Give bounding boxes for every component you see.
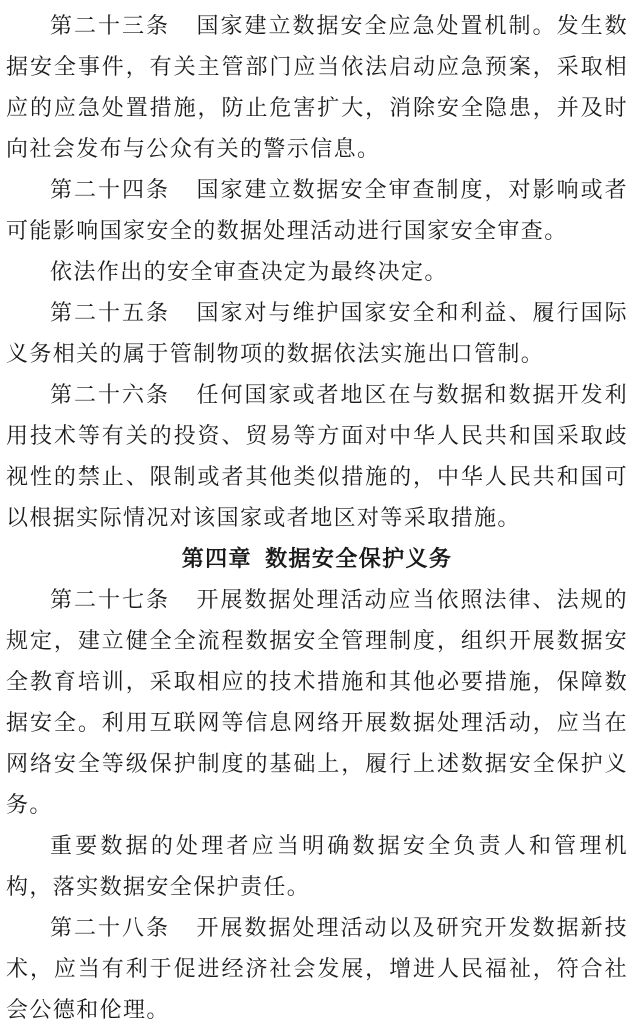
- article-number: 第二十四条: [50, 178, 171, 203]
- article-number: 第二十六条: [50, 383, 171, 408]
- article-text: 国家建立数据安全应急处置机制。发生数据安全事件，有关主管部门应当依法启动应急预案，采取相应的应急处置措施，防止危害扩大，消除安全隐患，并及时向社会发布与公众有关的警示信息。: [6, 14, 628, 162]
- article-text: 开展数据处理活动以及研究开发数据新技术，应当有利于促进经济社会发展，增进人民福祉，符合社会公德和伦理。: [6, 916, 628, 1023]
- article-number: 第二十七条: [50, 588, 171, 613]
- article-28: [6, 908, 628, 1031]
- article-text: 依法作出的安全审查决定为最终决定。: [50, 260, 448, 285]
- article-27: [6, 580, 628, 826]
- article-24: [6, 170, 628, 252]
- article-text: 国家建立数据安全审查制度，对影响或者可能影响国家安全的数据处理活动进行国家安全审查。: [6, 178, 628, 244]
- article-text: 开展数据处理活动应当依照法律、法规的规定，建立健全全流程数据安全管理制度，组织开展数据安全教育培训，采取相应的技术措施和其他必要措施，保障数据安全。利用互联网等信息网络开展数据处理活动，应当在网络安全等级保护制度的基础上，履行上述数据安全保护义务。: [6, 588, 628, 818]
- chapter-number: 第四章: [181, 547, 252, 572]
- article-23: [6, 6, 628, 170]
- article-text: 任何国家或者地区在与数据和数据开发利用技术等有关的投资、贸易等方面对中华人民共和国采取歧视性的禁止、限制或者其他类似措施的，中华人民共和国可以根据实际情况对该国家或者地区对等采取措施。: [6, 383, 628, 531]
- article-number: 第二十三条: [50, 14, 171, 39]
- article-number: 第二十八条: [50, 916, 171, 941]
- article-text: 重要数据的处理者应当明确数据安全负责人和管理机构，落实数据安全保护责任。: [6, 834, 628, 900]
- article-25: [6, 293, 628, 375]
- article-27-clause: [6, 826, 628, 908]
- chapter-heading: [6, 539, 628, 580]
- article-number: 第二十五条: [50, 301, 171, 326]
- article-24-clause: [6, 252, 628, 293]
- chapter-title: 数据安全保护义务: [265, 547, 453, 572]
- article-text: 国家对与维护国家安全和利益、履行国际义务相关的属于管制物项的数据依法实施出口管制。: [6, 301, 628, 367]
- article-26: [6, 375, 628, 539]
